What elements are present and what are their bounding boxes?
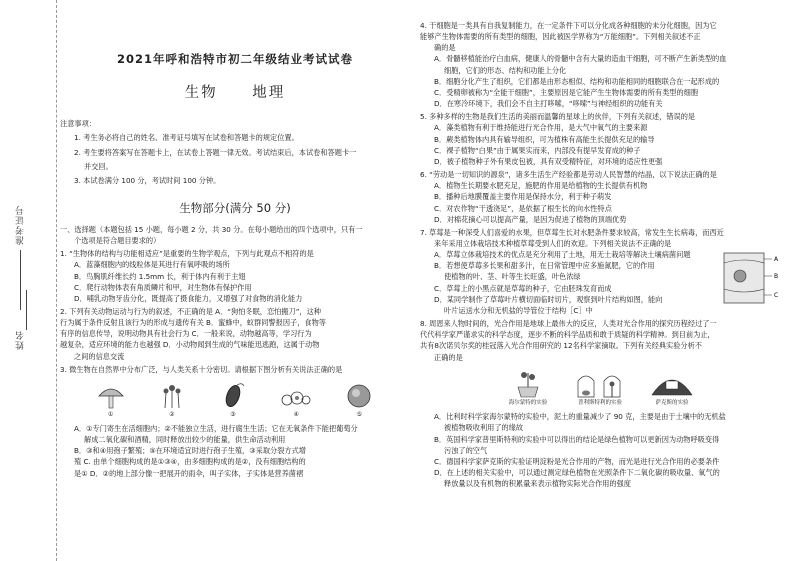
option-cont: 叶片运送水分和无机盐的导管位于结构［C］中 — [444, 305, 593, 315]
leaf-icon — [642, 369, 702, 399]
option: 殖 C. 由单个细胞构成的是①③④，由多细胞构成的是②，没有细胞结构的 — [74, 457, 306, 467]
plant-pot-icon — [498, 369, 558, 399]
option: B．③和④用孢子繁殖；⑤在环境适宜时进行孢子生殖，③采取分裂方式增 — [74, 446, 306, 456]
question-line: 7. 草莓是一种深受人们喜爱的水果，但草莓生长对水肥条件要求较高，常发生生长病毒，而西近 — [420, 227, 724, 237]
option: D．在寒冷环境下，我们会不自主打哆嗦，“哆嗦”与神经组织的功能有关 — [434, 99, 663, 109]
question-line: 共有8次诺贝尔奖的桂冠落入光合作用研究的 12名科学家摘取。下列有关经典实验分析不 — [420, 341, 702, 351]
mushroom-icon — [96, 382, 126, 410]
notice-item-cont: 并交回。 — [84, 161, 113, 171]
question-line: 越复杂，适应环境的能力也越强 D．小动物闻到生成的气味能迅逃跑，这属于动物 — [60, 340, 320, 350]
option-cont: 污浊了的空气 — [444, 445, 488, 455]
figure-mushroom — [96, 382, 126, 419]
question-line: 8. 周恩来人物时间的，光合作用是地球上最伟大的反应，人类对光合作用的探究历程经过了一 — [420, 319, 717, 329]
name-label: 姓名 — [16, 330, 26, 350]
question-8 — [420, 318, 780, 489]
option: B．蕨类植物体内具有输导组织，可为植株有高能生长提供充足的输导 — [434, 134, 655, 144]
option-cont: 释放量以及有机物的积累量来表示植物实际光合作用的强度 — [444, 479, 631, 489]
option: A．①专门寄生在活细胞内；②不能独立生活，进行腐生生活；它在无氧条件下能把葡萄分 — [74, 423, 358, 433]
option: B．鸟胸肌纤维长约 1.5mm 长，利于体内有利于主翅 — [74, 271, 246, 281]
question-line: 确的是 — [434, 43, 456, 53]
figure-label-b: B — [774, 273, 779, 281]
left-column — [60, 0, 410, 479]
experiment-helmont — [498, 369, 558, 408]
experiment-sachs — [642, 369, 702, 408]
option: 是① D．②的地上部分像一把展开的雨伞，叫子实体，子实体是营养菌褶 — [74, 468, 304, 478]
option: A．骨髓移植能治疗白血病，健康人的骨髓中含有大量的造血干细胞，可不断产生新类型的血 — [434, 54, 727, 64]
subject-biology: 生物 — [184, 84, 218, 101]
question-line: 正确的是 — [434, 352, 463, 362]
figure-yeast — [279, 382, 313, 419]
experiment-figure-row — [420, 369, 780, 408]
option-cont: 解成二氧化碳和酒精，同时释放出较少的能量，供生命活动利用 — [84, 435, 286, 445]
figure-label-c: C — [774, 292, 779, 300]
figure-label: ② — [169, 410, 175, 418]
option-cont: 被植物吸收利用了的缘故 — [444, 423, 524, 433]
mold-icon — [157, 382, 187, 410]
section-intro-cont: 个选项是符合题目要求的） — [74, 236, 161, 246]
option: D．哺乳动物牙齿分化，既提高了摄食能力，又增强了对食物的消化能力 — [74, 293, 303, 303]
question-5 — [420, 111, 780, 167]
notice-block — [60, 118, 410, 186]
yeast-icon — [279, 382, 313, 410]
option: B．播种后地膜覆盖主要作用是保持水分，利于种子萌发 — [434, 192, 612, 202]
right-column — [420, 18, 780, 489]
question-stem: 1. “生物体的结构与功能相适应”是重要的生物学观点，下列与此观点不相符的是 — [60, 249, 314, 259]
notice-item: 3. 本试卷满分 100 分，考试时间 100 分钟。 — [74, 175, 221, 185]
option: D．某同学制作了草莓叶片横切面临时切片，观察到叶片结构如图，能向 — [434, 294, 663, 304]
question-stem: 5. 多种多样的生物是我们生活的美丽而温馨的星球上的伙伴，下列有关叙述，错误的是 — [420, 112, 696, 122]
question-2 — [60, 306, 410, 362]
figure-mold — [157, 382, 187, 419]
subject-geography: 地理 — [252, 84, 286, 101]
bacterium-icon — [218, 382, 248, 410]
notice-heading: 注意事项： — [60, 119, 96, 129]
figure-bacterium — [218, 382, 248, 419]
binding-margin — [0, 0, 57, 561]
figure-label: ① — [107, 410, 114, 418]
part-title: 生物部分(满分 50 分) — [179, 201, 291, 216]
option: C．爬行动物体表有角质鳞片和甲，对生物体有保护作用 — [74, 282, 252, 292]
exam-number-label: 准考证号 — [16, 205, 26, 245]
experiment-caption: 萨克斯的实验 — [655, 399, 689, 406]
question-line: 4. 干细胞是一类具有自我复制能力，在一定条件下可以分化成各种细胞的未分化细胞，因为它 — [420, 21, 717, 30]
option: A．草莓立体栽培技术的优点是充分利用了土地，用无土栽培等解决土壤病菌问题 — [434, 250, 691, 260]
option: C．裸子植物“白果”由于属果实而来，内部没有提早发育成的种子 — [434, 145, 641, 155]
question-line: 2. 下列有关动物运动与行为的叙述，不正确的是 A．“狗怕冬眠，恋怕搬刀”，这种 — [60, 306, 321, 316]
leaf-section-figure — [720, 249, 780, 307]
exam-number-line — [20, 250, 21, 310]
exam-title: 2021年呼和浩特市初二年级结业考试试卷 — [116, 52, 353, 66]
virus-icon — [344, 382, 374, 410]
option: D．在上述的相关实验中，可以通过测定绿色植物在光照条件下二氧化碳的吸收量、氧气的 — [434, 467, 720, 477]
question-line: 来年采用立体栽培技术种植草莓受到人们的欢迎。下列相关说法不正确的是 — [434, 238, 672, 248]
option: C．草莓上的小黑点就是草莓的种子，它由胚珠发育而成 — [434, 283, 612, 293]
figure-virus — [344, 382, 374, 419]
option: B．英国科学家普里斯特利的实验中可以得出的结论是绿色植物可以更新因为动物呼吸变得 — [434, 434, 720, 444]
name-line — [26, 290, 27, 330]
figure-label: ⑤ — [356, 410, 363, 418]
question-line: 能够产生物体需要的所有类型的细胞，因此被医学界称为“万能细胞”。下列相关叙述不正 — [420, 32, 701, 42]
question-6 — [420, 169, 780, 225]
option: B．若想使草莓多长果和甜多汁，在日常管理中应多施氮肥，它的作用 — [434, 261, 655, 271]
option: A．藻类植物有利于维持能进行光合作用，是大气中氧气的主要来源 — [434, 123, 648, 133]
option: C．受精卵被称为“全能干细胞”，主要原因是它能产生生物体需要的所有类型的细胞 — [434, 87, 699, 97]
question-4 — [420, 20, 780, 109]
option: C．对农作物“干透浇足”，是依据了根生长的向水性特点 — [434, 203, 612, 213]
option: C．德国科学家萨克斯的实验证明淀粉是光合作用的产物，而光是进行光合作用的必要条件 — [434, 456, 720, 466]
section-intro: 一、选择题（本题包括 15 小题，每小题 2 分，共 30 分。在每小题给出的四个选项中，只有一 — [60, 224, 363, 234]
question-line: 行为属于条件反射且该行为的形成与遗传有关 B．蜜蜂中，蚁群同警报因子，食物等 — [60, 318, 326, 328]
question-line: 有序的信息传导，说明动物具有社会行为 C．一般来说，动物越高等，学习行为 — [60, 329, 312, 339]
option: A．植物生长期要水肥充足，施肥的作用是给植物的生长提供有机物 — [434, 181, 648, 191]
option: D．对棉花摘心可以提高产量，是因为促进了植物的顶端优势 — [434, 214, 627, 224]
option: A．比利时科学家海尔蒙特的实验中，泥土的重量减少了 90 克，主要是由于土壤中的无机盐 — [434, 412, 726, 422]
question-1 — [60, 248, 410, 304]
subject-heading — [60, 82, 410, 104]
question-7 — [420, 227, 780, 316]
experiment-caption: 普利斯特利的实验 — [577, 399, 622, 406]
figure-label: ④ — [293, 410, 299, 418]
option: A．蓝藻细胞内的线粒体是其进行有氧呼吸的场所 — [74, 260, 230, 270]
option-cont: 细胞，它们的形态、结构和功能上分化 — [444, 65, 567, 75]
option: B．细胞分化产生了组织，它们都是由形态相似、结构和功能相同的细胞联合在一起形成的 — [434, 76, 720, 86]
experiment-priestley — [570, 369, 630, 408]
bell-jar-icon — [570, 369, 630, 399]
question-3 — [60, 364, 410, 479]
option-cont: 使植物的叶、茎、叶等生长旺盛，叶色浓绿 — [444, 272, 581, 282]
figure-label-a: A — [774, 256, 779, 264]
figure-label: ③ — [230, 410, 236, 418]
experiment-caption: 海尔蒙特的实验 — [508, 399, 548, 406]
notice-item: 2. 考生要将答案写在答题卡上，在试卷上答题一律无效。考试结束后，本试卷和答题卡一 — [74, 147, 357, 157]
question-line: 代代科学家严谨求实的科学态度，逐步不断的科学品质和敢于质疑的科学精神。到目前为止， — [420, 330, 715, 340]
question-line: 之间的信息交流 — [74, 351, 125, 361]
question-stem: 6. “劳动是一切知识的源泉”，诸多生活生产经验都是劳动人民智慧的结晶，以下说法正确的是 — [420, 170, 717, 180]
question-stem: 3. 微生物在自然界中分布广泛，与人类关系十分密切。请根据下图分析有关说法正确的是 — [60, 364, 343, 374]
microbe-figure-row — [80, 379, 390, 419]
option: D．被子植物种子外有果皮包被，具有双受精特征，对环境的适应性更强 — [434, 156, 663, 166]
notice-item: 1. 考生务必将自己的姓名、准考证号填写在试卷和答题卡的规定位置。 — [74, 133, 299, 143]
